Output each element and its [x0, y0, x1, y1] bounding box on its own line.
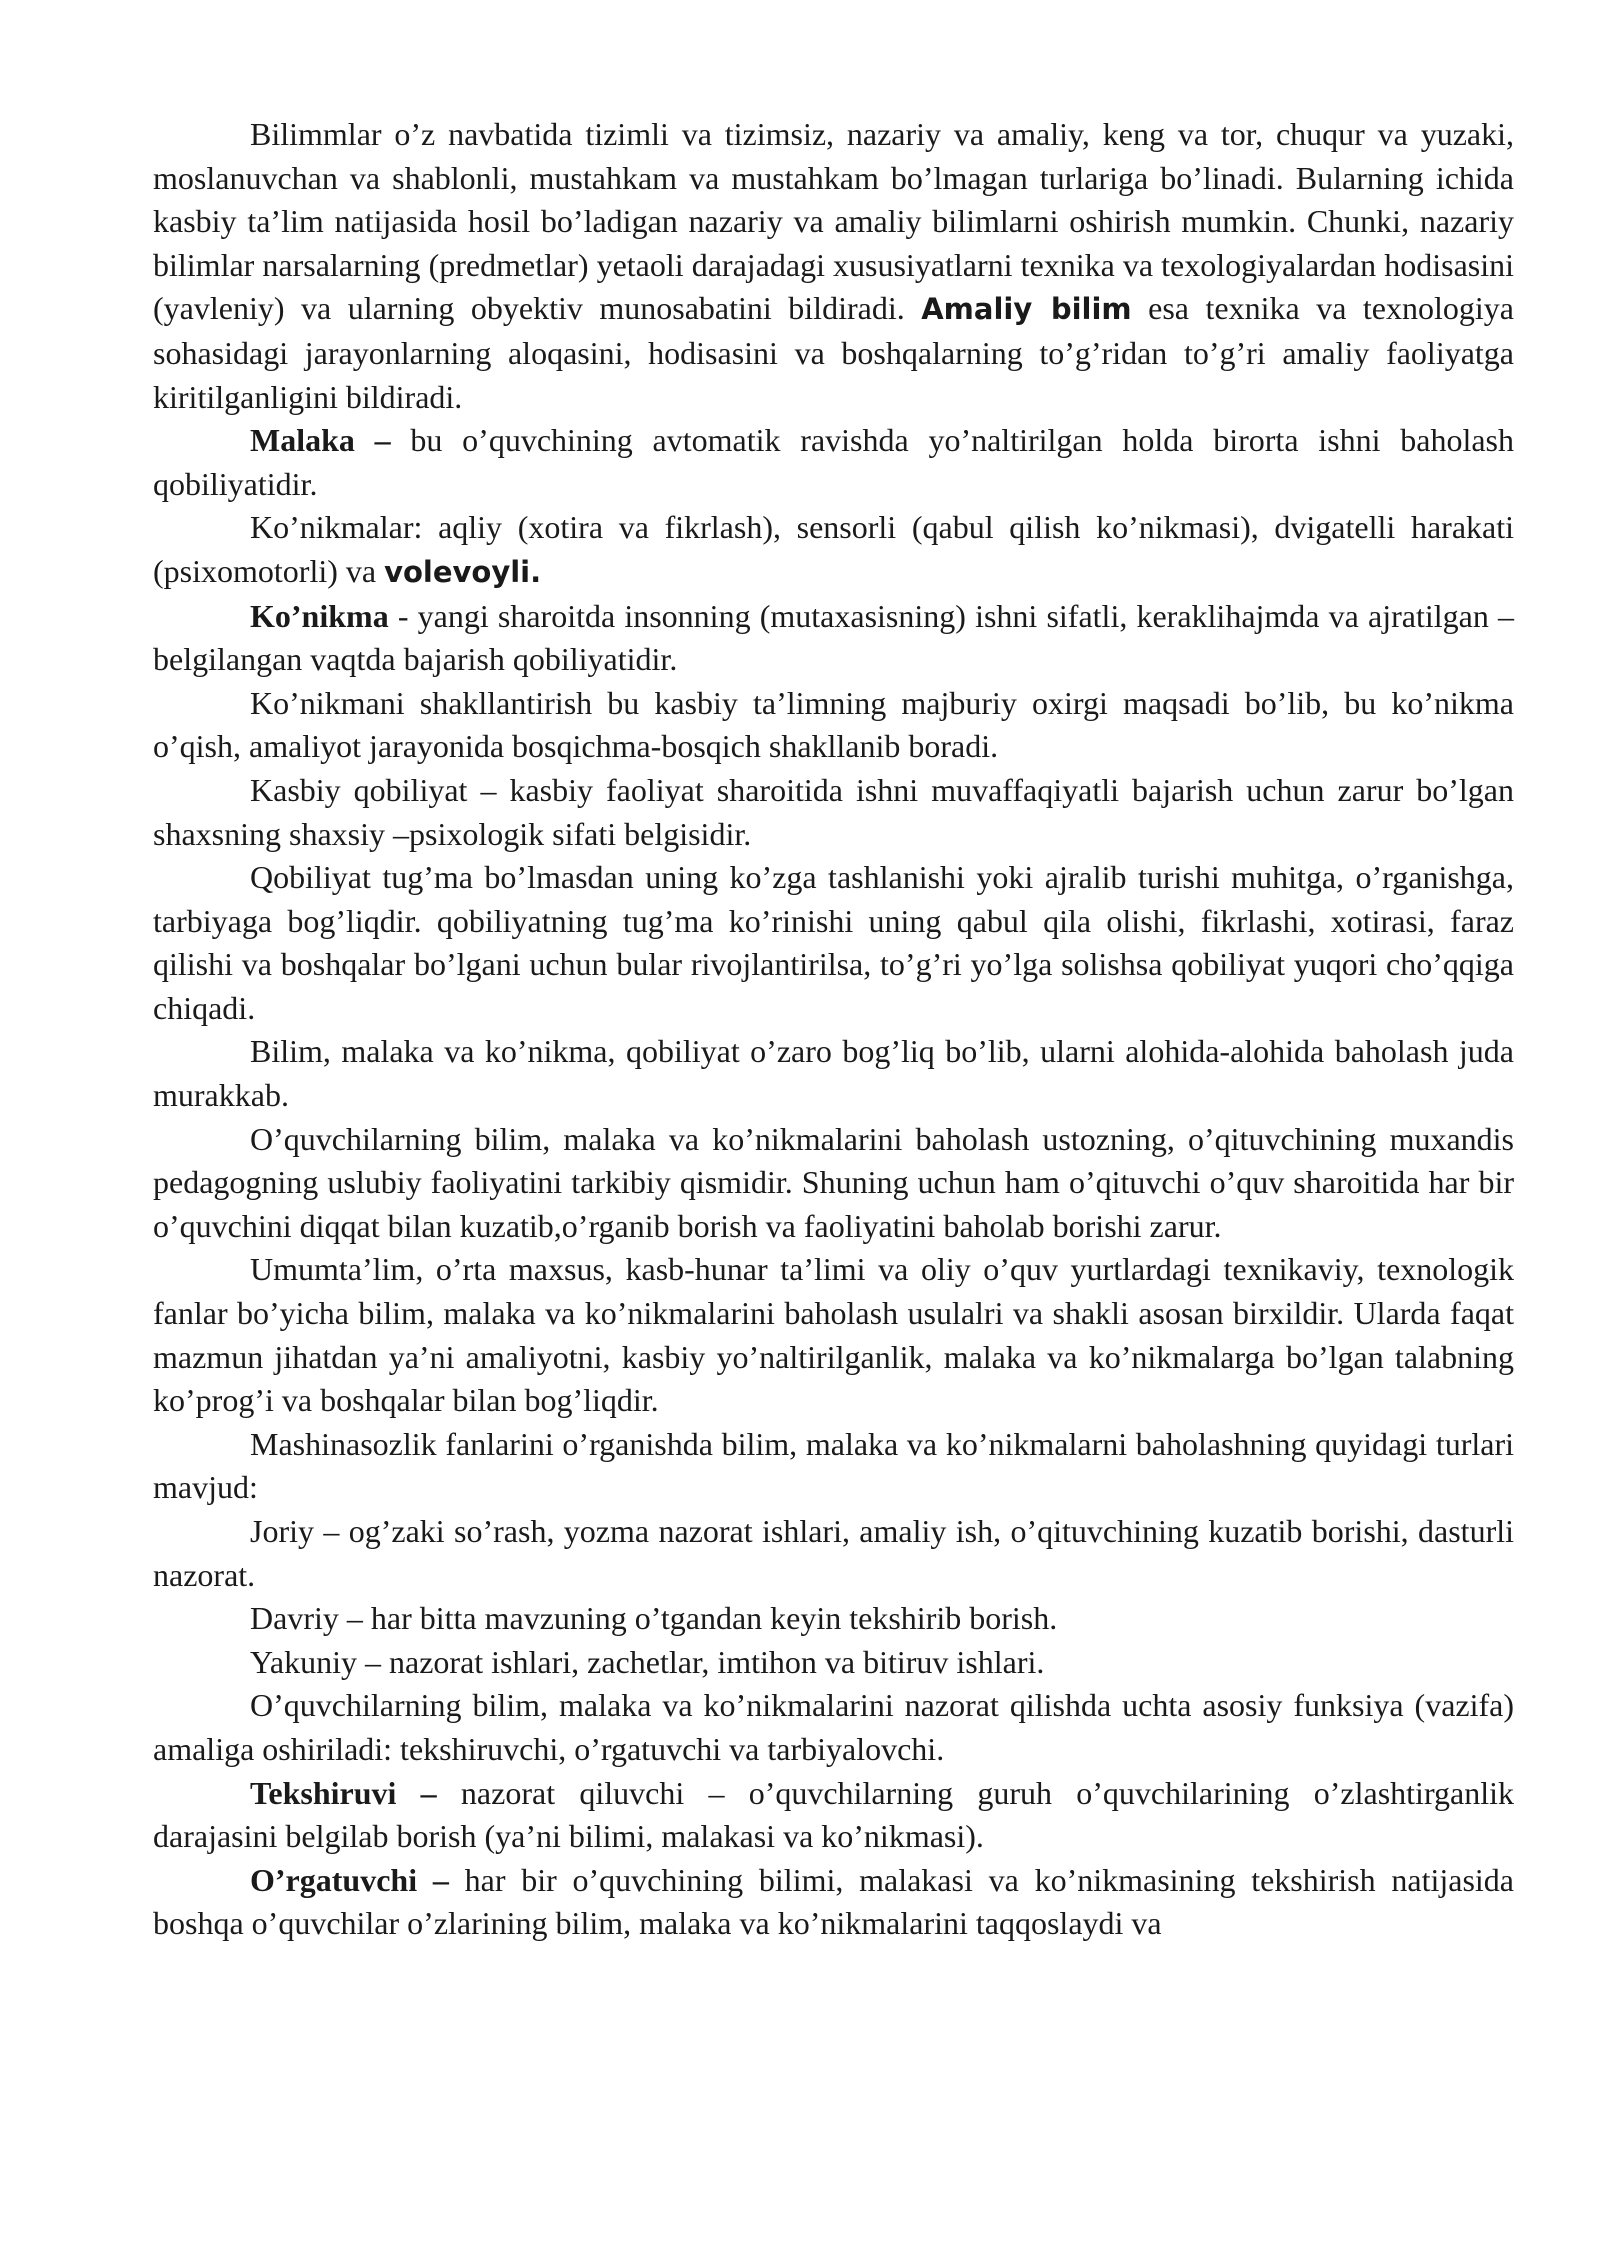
paragraph-text: Kasbiy qobiliyat – kasbiy faoliyat sharoitida ishni muvaffaqiyatli bajarish uchun zarur bo’lgan shaxsning shaxsiy –psixologik sifati belgisidir. — [153, 771, 1514, 852]
paragraph-7 — [153, 856, 1514, 1030]
paragraph-15 — [153, 1684, 1514, 1771]
paragraph-text: - yangi sharoitda insonning (mutaxasisning) ishni sifatli, keraklihajmda va ajratilgan – belgilangan vaqtda bajarish qobiliyatidir. — [153, 597, 1514, 678]
paragraph-10 — [153, 1248, 1514, 1422]
document-page — [153, 113, 1514, 1946]
paragraph-16 — [153, 1772, 1514, 1859]
bold-term: Ko’nikma — [250, 597, 389, 634]
paragraph-9 — [153, 1118, 1514, 1249]
paragraph-13 — [153, 1597, 1514, 1641]
paragraph-8 — [153, 1030, 1514, 1117]
paragraph-17 — [153, 1859, 1514, 1946]
paragraph-1 — [153, 113, 1514, 419]
paragraph-text: O’quvchilarning bilim, malaka va ko’nikmalarini baholash ustozning, o’qituvchining muxandis pedagogning uslubiy faoliyatini tarkibiy qismidir. Shuning uchun ham o’qituvchi o’quv sharoitida har bir o’quvchini diqqat bilan kuzatib,o’rganib borish va faoliyatini baholab borishi zarur. — [153, 1120, 1514, 1244]
paragraph-5 — [153, 682, 1514, 769]
bold-term: Tekshiruvi – — [250, 1774, 437, 1811]
paragraph-text: Joriy – og’zaki so’rash, yozma nazorat ishlari, amaliy ish, o’qituvchining kuzatib borishi, dasturli nazorat. — [153, 1513, 1514, 1593]
paragraph-12 — [153, 1510, 1514, 1597]
paragraph-text: Bilim, malaka va ko’nikma, qobiliyat o’zaro bog’liq bo’lib, ularni alohida-alohida baholash juda murakkab. — [153, 1033, 1514, 1114]
paragraph-text: Mashinasozlik fanlarini o’rganishda bilim, malaka va ko’nikmalarni baholashning quyidagi turlari mavjud: — [153, 1425, 1514, 1506]
paragraph-text: O’quvchilarning bilim, malaka va ko’nikmalarini nazorat qilishda uchta asosiy funksiya (vazifa) amaliga oshiriladi: tekshiruvchi, o’rgatuvchi va tarbiyalovchi. — [153, 1687, 1514, 1767]
paragraph-text: Bilimmlar o’z navbatida tizimli va tizimsiz, nazariy va amaliy, keng va tor, chuqur va yuzaki, moslanuvchan va shablonli, mustahkam va mustahkam bo’lmagan turlariga bo’linadi. Bularning ichida kasbiy ta’lim natijasida hosil bo’ladigan nazariy va amaliy bilimlarni oshirish mumkin. Chunki, nazariy bilimlar narsalarning (predmetlar) yetaoli darajadagi xususiyatlarni texnika va texologiyalardan hodisasini (yavleniy) va ularning obyektiv munosabatini bildiradi. — [153, 116, 1514, 327]
paragraph-text: esa texnika va texnologiya sohasidagi jarayonlarning aloqasini, hodisasini va boshqalarning to’g’ridan to’g’ri amaliy faoliyatga kiritilganligini bildiradi. — [153, 290, 1514, 415]
bold-term: volevoyli. — [384, 554, 542, 589]
paragraph-14 — [153, 1641, 1514, 1685]
bold-term: Amaliy bilim — [921, 292, 1132, 327]
paragraph-text: nazorat qiluvchi – o’quvchilarning guruh o’quvchilarining o’zlashtirganlik darajasini belgilab borish (ya’ni bilimi, malakasi va ko’nikmasi). — [153, 1774, 1515, 1855]
paragraph-2 — [153, 419, 1514, 506]
paragraph-4 — [153, 595, 1514, 682]
paragraph-text: bu o’quvchining avtomatik ravishda yo’naltirilgan holda birorta ishni baholash qobiliyatidir. — [153, 422, 1515, 502]
paragraph-3 — [153, 506, 1514, 594]
paragraph-text: har bir o’quvchining bilimi, malakasi va ko’nikmasining tekshirish natijasida boshqa o’quvchilar o’zlarining bilim, malaka va ko’nikmalarini taqqoslaydi va — [153, 1861, 1515, 1942]
paragraph-11 — [153, 1423, 1514, 1510]
paragraph-text: Ko’nikmani shakllantirish bu kasbiy ta’limning majburiy oxirgi maqsadi bo’lib, bu ko’nikma o’qish, amaliyot jarayonida bosqichma-bosqich shakllanib boradi. — [153, 684, 1514, 765]
paragraph-text: Umumta’lim, o’rta maxsus, kasb-hunar ta’limi va oliy o’quv yurtlardagi texnikaviy, texnologik fanlar bo’yicha bilim, malaka va ko’nikmalarini baholash usulalri va shakli asosan birxildir. Ularda faqat mazmun jihatdan ya’ni amaliyotni, kasbiy yo’naltirilganlik, malaka va ko’nikmalarga bo’lgan talabning ko’prog’i va boshqalar bilan bog’liqdir. — [153, 1251, 1514, 1419]
paragraph-text: Yakuniy – nazorat ishlari, zachetlar, imtihon va bitiruv ishlari. — [250, 1643, 1045, 1680]
paragraph-text: Davriy – har bitta mavzuning o’tgandan keyin tekshirib borish. — [250, 1600, 1058, 1637]
bold-term: Malaka – — [250, 422, 391, 459]
paragraph-text: Qobiliyat tug’ma bo’lmasdan uning ko’zga tashlanishi yoki ajralib turishi muhitga, o’rganishga, tarbiyaga bog’liqdir. qobiliyatning tug’ma ko’rinishi uning qabul qila olishi, fikrlashi, xotirasi, faraz qilishi va boshqalar bo’lgani uchun bular rivojlantirilsa, to’g’ri yo’lga solishsa qobiliyat yuqori cho’qqiga chiqadi. — [153, 859, 1514, 1026]
paragraph-text: Ko’nikmalar: aqliy (xotira va fikrlash), sensorli (qabul qilish ko’nikmasi), dvigatelli harakati (psixomotorli) va — [153, 509, 1514, 589]
bold-term: O’rgatuvchi – — [250, 1861, 449, 1898]
paragraph-6 — [153, 769, 1514, 856]
